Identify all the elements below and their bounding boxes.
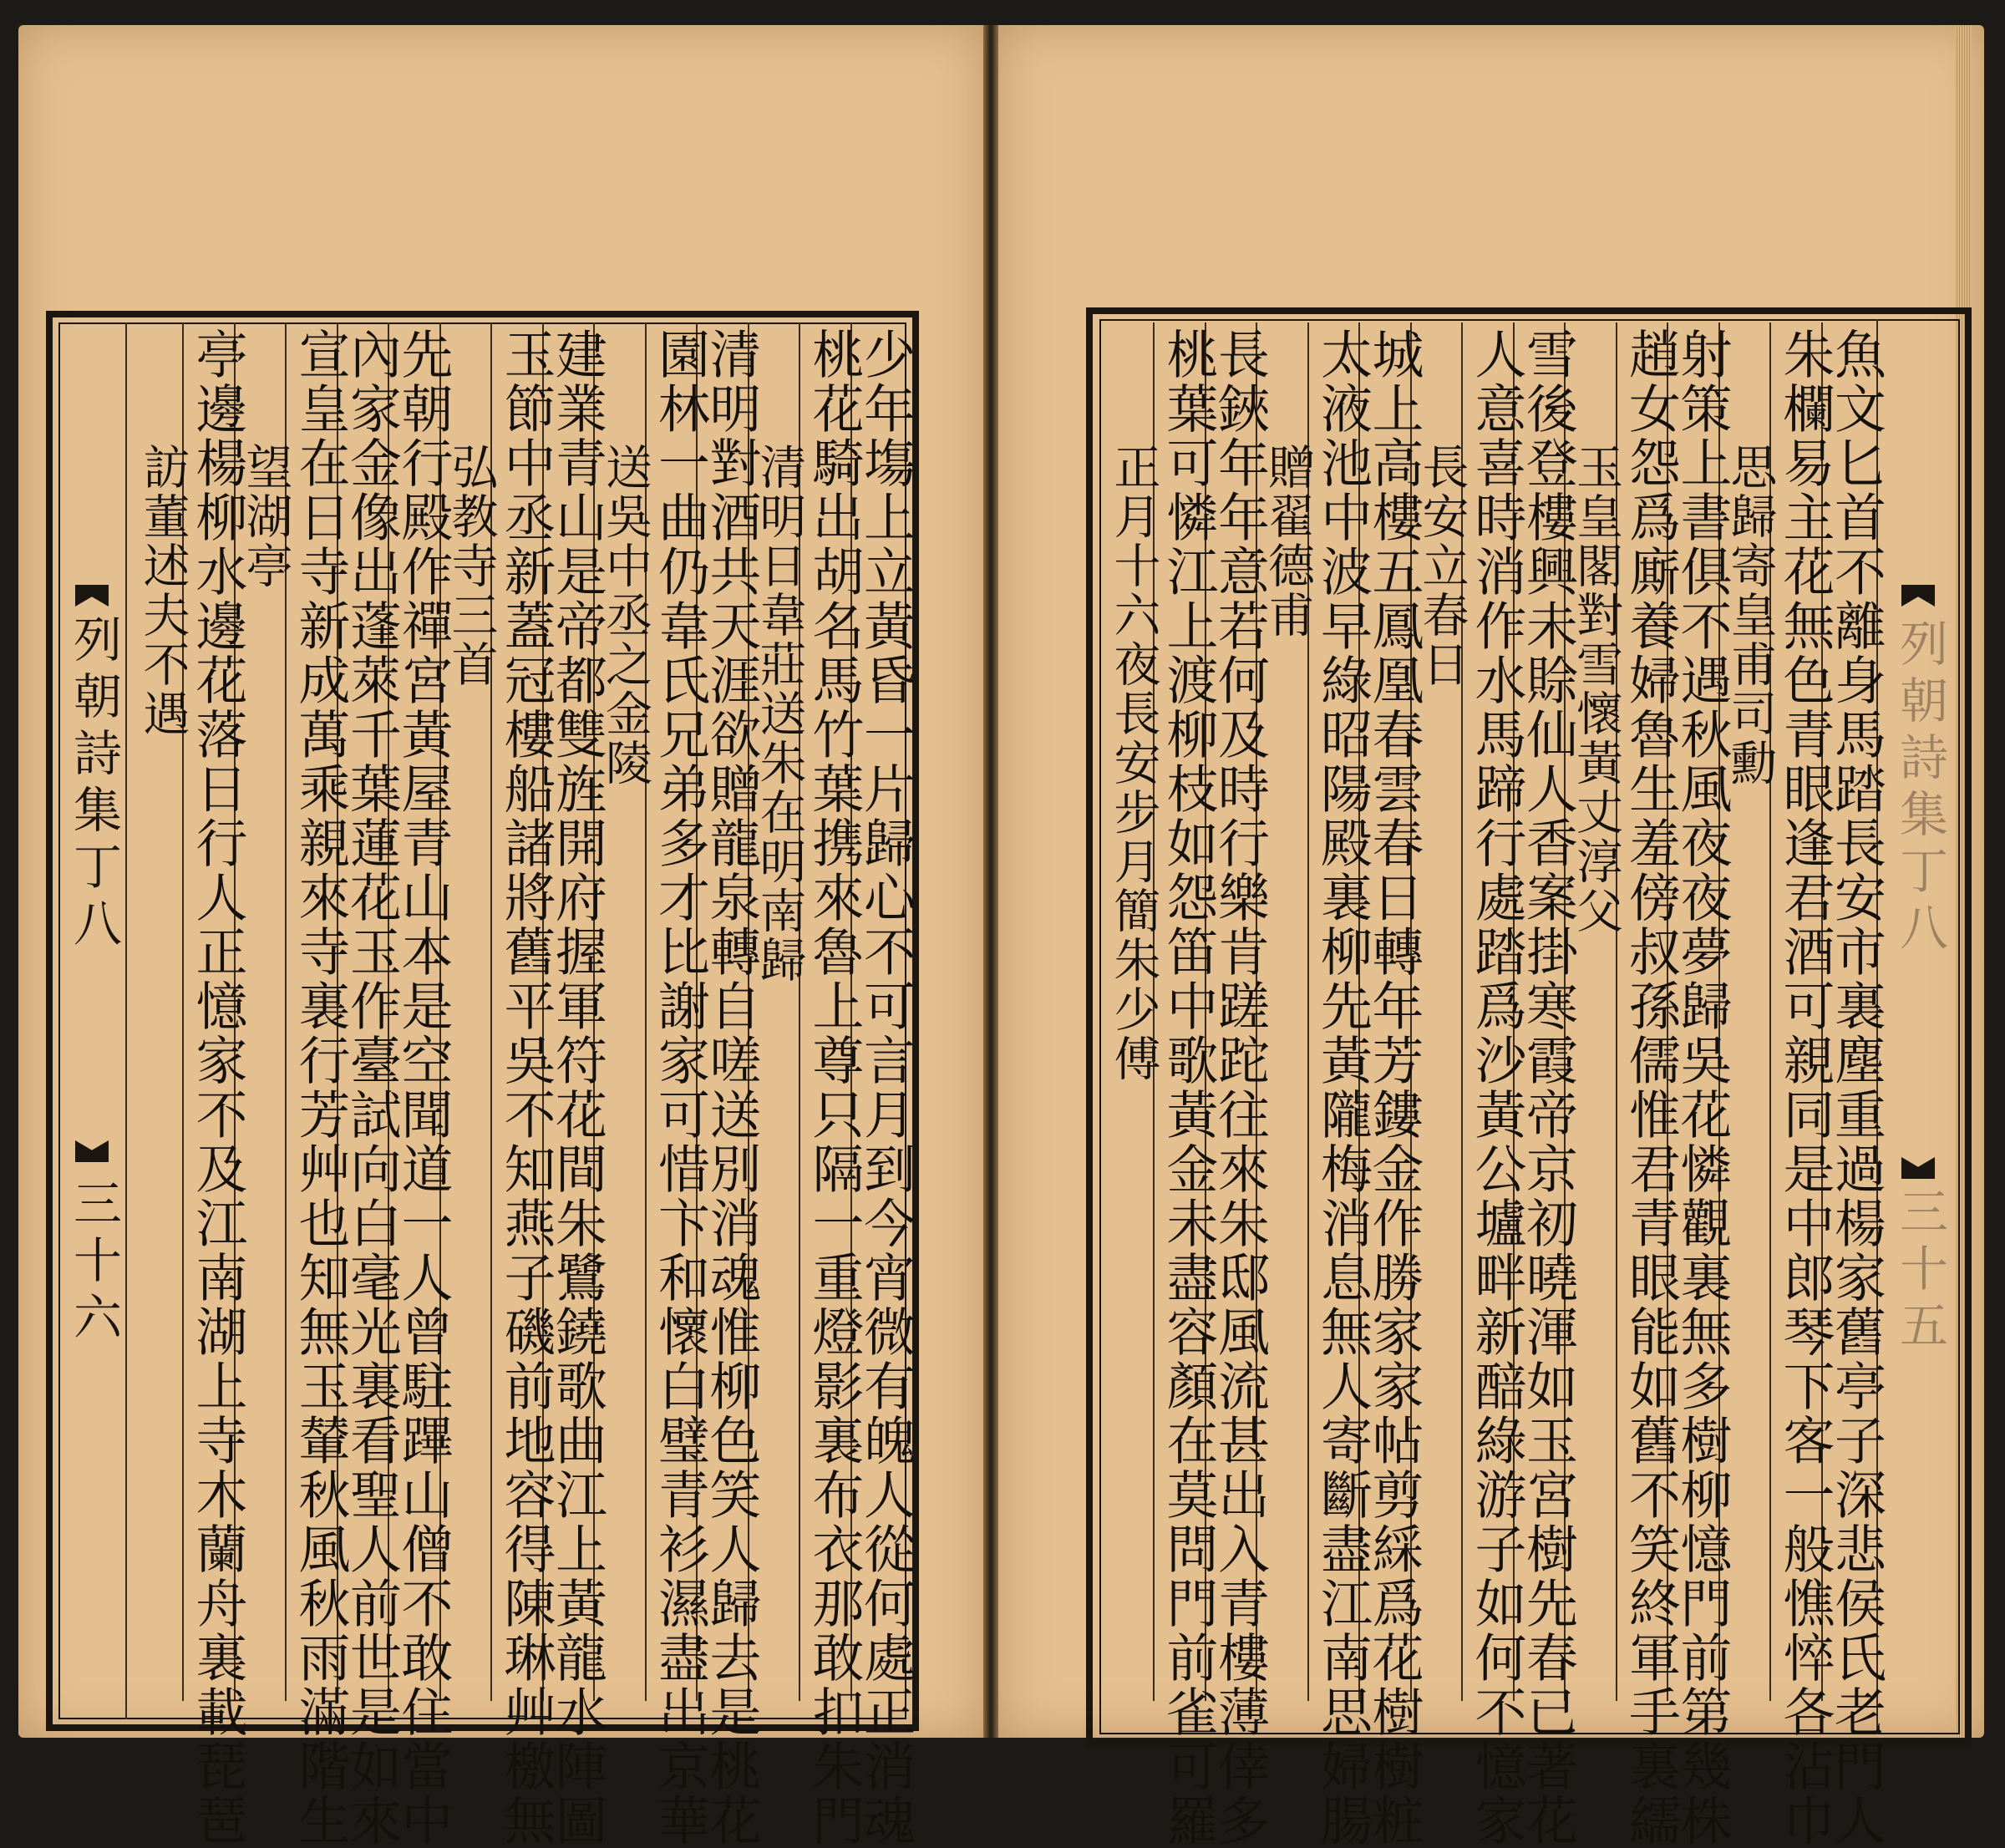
left-page-column-2: 桃花騎出胡名馬竹葉携來魯上尊只隔一重燈影裏布衣那敢扣朱門 (804, 327, 865, 1848)
right-page-column-3: 思歸寄皇甫司勳 (1723, 443, 1778, 788)
left-margin-title: 列朝詩集丁八 (65, 614, 122, 955)
right-page-column-8: 人意喜時消作水馬蹄行處踏爲沙黃公壚畔新醅綠游子如何不憶家 (1466, 327, 1527, 1848)
left-margin-folio: 三十六 (65, 1178, 122, 1348)
book-gutter (983, 25, 998, 1738)
left-page-column-13: 望湖亭 (238, 443, 293, 591)
right-page-column-6: 玉皇閣對雪懷黃丈淳父 (1569, 443, 1623, 936)
left-page-column-9: 弘教寺三首 (444, 443, 499, 689)
right-page-column-7: 雪後登樓興未賒仙人香案掛寒霞帝京初曉渾如玉宮樹先春已著花 (1517, 327, 1579, 1848)
right-page-column-11: 太液池中波早綠昭陽殿裏柳先黃隴梅消息無人寄斷盡江南思婦腸 (1312, 327, 1373, 1848)
left-page-column-10: 先朝行殿作禪宮黃屋青山本是空聞道一人曾駐蹕山僧不敢住當中 (393, 327, 454, 1848)
left-page-column-11: 內家金像出蓬萊千葉蓮花玉作臺試向白毫光裏看聖人前世是如來 (341, 327, 403, 1848)
left-page-column-4: 清明對酒共天涯欲贈龍泉轉自嗟送別消魂惟柳色笑人歸去是桃花 (701, 327, 762, 1848)
right-page-column-9: 長安立春日 (1414, 443, 1469, 689)
left-page-column-5: 園林一曲仍韋氏兄弟多才比謝家可惜卞和懷白璧青衫濕盡出京華 (649, 327, 711, 1848)
left-page-column-14: 亭邊楊柳水邊花落日行人正憶家不及江南湖上寺木蘭舟裏載琵琶 (187, 327, 248, 1848)
right-margin-title: 列朝詩集丁八 (1891, 618, 1948, 959)
left-page-column-7: 建業青山是帝都雙旌開府握軍符花間朱鷺鐃歌曲江上黃龍水陣圖 (546, 327, 608, 1848)
right-page-column-14: 桃葉可憐江上渡柳枝如怨笛中歌黃金未盡容顏在莫問門前雀可羅 (1158, 327, 1219, 1848)
right-page-column-10: 城上高樓五鳳凰春雲春日轉年芳鏤金作勝家家帖剪綵爲花樹樹粧 (1363, 327, 1424, 1848)
left-page-column-3: 清明日韋莊送朱在明南歸 (752, 443, 807, 985)
left-page-column-12: 宣皇在日寺新成萬乘親來寺裏行芳艸也知無玉輦秋風秋雨滿階生 (290, 327, 351, 1848)
right-page-column-2: 朱欄易主花無色青眼逢君酒可親同是中郎琴下客一般憔悴各沾巾 (1774, 327, 1835, 1848)
right-page-column-13: 長鋏年年意若何及時行樂肯蹉跎往來朱邸風流甚出入青樓薄倖多 (1209, 327, 1271, 1848)
left-page-column-8: 玉節中丞新蓋冠樓船諸將舊平吳不知燕子磯前地容得陳琳艸檄無 (495, 327, 556, 1848)
right-page-column-12: 贈翟德甫 (1261, 443, 1315, 640)
right-margin-folio: 三十五 (1891, 1186, 1948, 1357)
right-page-column-1: 魚文匕首不離身馬踏長安市裏塵重過楊家舊亭子深悲侯氏老門人 (1825, 327, 1887, 1848)
left-page-column-6: 送吳中丞之金陵 (598, 443, 652, 788)
right-page-column-5: 趙女怨爲廝養婦魯生羞傍叔孫儒惟君青眼能如舊不笑終軍手裏繻 (1620, 327, 1682, 1848)
right-page-column-4: 射策上書俱不遇秋風夜夜夢歸吳花憐觀裏無多樹柳憶門前第幾株 (1672, 327, 1733, 1848)
left-page-column-1: 少年塲上立黃昏一片歸心不可言月到今宵微有魄人從何處正消魂 (855, 327, 916, 1848)
right-page-column-15: 正月十六夜長安步月簡朱少傅 (1106, 443, 1161, 1084)
left-page-column-15: 訪董述夫不遇 (135, 443, 190, 739)
